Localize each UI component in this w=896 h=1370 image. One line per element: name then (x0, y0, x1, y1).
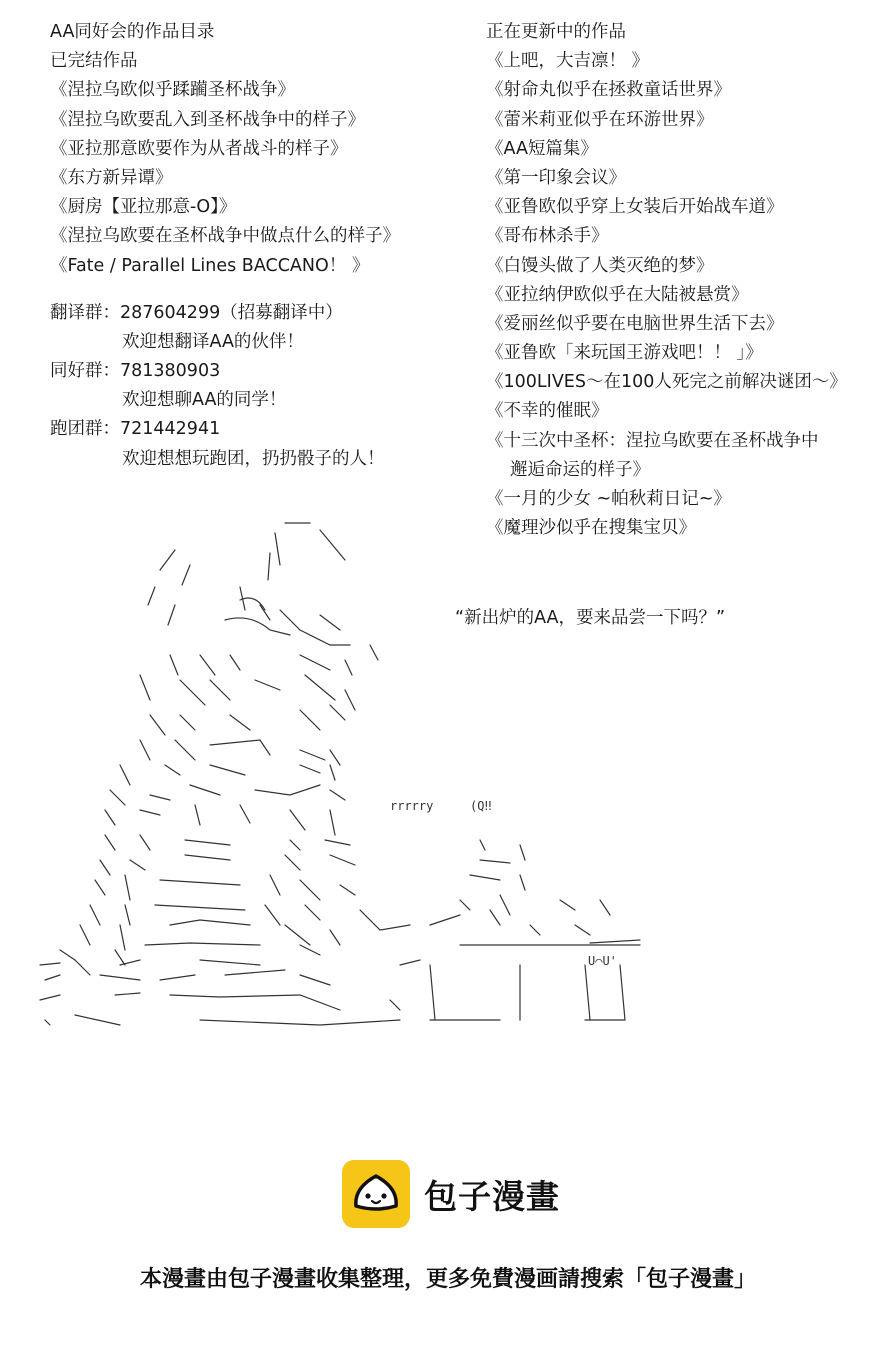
group-translation-note: 欢迎想翻译AA的伙伴！ (122, 331, 304, 352)
catalog-heading: AA同好会的作品目录 (50, 22, 215, 42)
ongoing-work-item: 《亚鲁欧「来玩国王游戏吧！！ 」》 (486, 343, 763, 364)
completed-work-item: 《厨房【亚拉那意-O】》 (50, 197, 237, 218)
group-trpg-label: 跑团群：721442941 (50, 419, 221, 440)
completed-work-item: 《涅拉乌欧要乱入到圣杯战争中的样子》 (50, 109, 365, 130)
ongoing-work-item: 《爱丽丝似乎要在电脑世界生活下去》 (486, 313, 784, 334)
ascii-snippet-text: rrrrry (390, 799, 434, 813)
logo-text: 包子漫畫 (424, 1176, 560, 1216)
ascii-snippet-text: U⌒U' (588, 954, 617, 968)
ongoing-works-heading: 正在更新中的作品 (486, 22, 626, 42)
ongoing-work-item: 《AA短篇集》 (486, 138, 598, 159)
ongoing-work-item: 《白馒头做了人类灭绝的梦》 (486, 255, 714, 276)
ongoing-work-item: 《十三次中圣杯：涅拉乌欧要在圣杯战争中 (486, 430, 819, 451)
ongoing-work-item: 《亚鲁欧似乎穿上女装后开始战车道》 (486, 197, 784, 218)
ongoing-work-item: 《蕾米莉亚似乎在环游世界》 (486, 109, 714, 130)
ascii-art-illustration (0, 505, 896, 1045)
works-catalog-right (486, 18, 847, 543)
completed-work-item: 《Fate / Parallel Lines BACCANO！ 》 (50, 255, 370, 276)
group-translation-label: 翻译群：287604299（招募翻译中） (50, 302, 343, 323)
bun-icon (342, 1160, 410, 1228)
completed-works-label: 已完结作品 (50, 51, 138, 72)
group-fans-label: 同好群：781380903 (50, 361, 221, 382)
ongoing-work-item: 《哥布林杀手》 (486, 226, 609, 247)
completed-work-item: 《涅拉乌欧要在圣杯战争中做点什么的样子》 (50, 226, 400, 247)
completed-work-item: 《亚拉那意欧要作为从者战斗的样子》 (50, 138, 348, 159)
ascii-art-drawing (0, 505, 896, 1045)
ongoing-work-item: 《不幸的催眠》 (486, 401, 609, 422)
works-catalog-left (50, 18, 400, 474)
ongoing-work-item-continued: 邂逅命运的样子》 (510, 459, 650, 480)
ongoing-work-item: 《魔理沙似乎在搜集宝贝》 (486, 518, 696, 539)
ongoing-work-item: 《一月的少女 ~帕秋莉日记~》 (486, 489, 731, 509)
group-trpg-note: 欢迎想想玩跑团，扔扔骰子的人！ (122, 448, 385, 469)
speech-quote: “新出炉的AA，要来品尝一下吗？” (455, 608, 726, 628)
completed-work-item: 《东方新异谭》 (50, 167, 173, 188)
ongoing-work-item: 《亚拉纳伊欧似乎在大陆被悬赏》 (486, 284, 749, 305)
baozi-logo[interactable] (342, 1160, 560, 1228)
ongoing-work-item: 《第一印象会议》 (486, 167, 626, 188)
completed-work-item: 《涅拉乌欧似乎蹂躏圣杯战争》 (50, 80, 295, 101)
section-gap (50, 281, 400, 299)
ongoing-work-item: 《100LIVES～在100人死完之前解决谜团～》 (486, 372, 847, 393)
ascii-snippet-text: (Q‼ (470, 799, 492, 813)
ongoing-work-item: 《射命丸似乎在拯救童话世界》 (486, 80, 731, 101)
ongoing-work-item: 《上吧，大吉凛！ 》 (486, 51, 650, 72)
footer-notice: 本漫畫由包子漫畫收集整理，更多免費漫画請搜索「包子漫畫」 (139, 1267, 756, 1292)
group-fans-note: 欢迎想聊AA的同学！ (122, 390, 287, 411)
